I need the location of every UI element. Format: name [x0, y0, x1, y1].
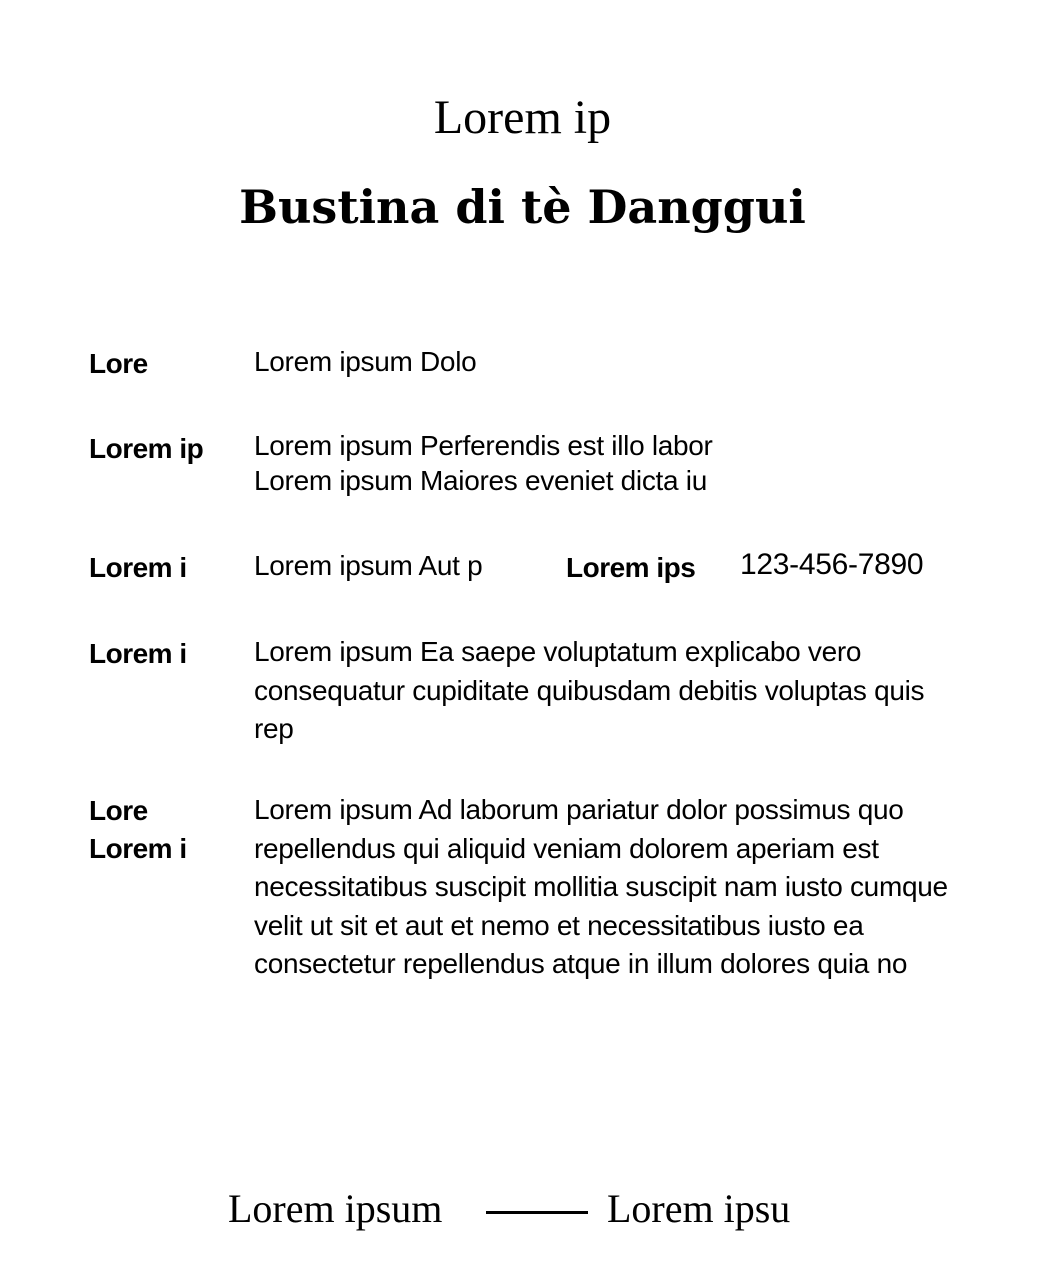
footer-left: Lorem ipsum: [228, 1186, 443, 1231]
field-label: Lorem i: [89, 552, 187, 583]
field-value: Lorem ipsum Perferendis est illo labor Lorem ipsum Maiores eveniet dicta iu: [254, 430, 713, 496]
field-value: Lorem ipsum Ad laborum pariatur dolor possimus quo repellendus qui aliquid veniam dolorem aperiam est necessitatibus suscipit mollitia suscipit nam iusto cumque velit ut sit et aut et nemo et necessitatibus iusto ea consectetur repellendus atque in illum dolores quia no: [254, 794, 948, 979]
phone-value: 123-456-7890: [740, 548, 924, 581]
field-value: Lorem ipsum Ea saepe voluptatum explicabo vero consequatur cupiditate quibusdam debitis voluptas quis rep: [254, 636, 925, 744]
phone-label: Lorem ips: [566, 552, 696, 583]
footer-right: Lorem ipsu: [607, 1186, 791, 1231]
field-value: Lorem ipsum Dolo: [254, 346, 477, 377]
field-label: Lore Lorem i: [89, 795, 187, 864]
document-title: Bustina di tè Danggui: [239, 180, 806, 234]
field-label: Lore: [89, 348, 148, 379]
footer-divider: [486, 1211, 588, 1214]
document-subtitle: Lorem ip: [433, 91, 612, 144]
field-label: Lorem ip: [89, 433, 204, 464]
field-label: Lorem i: [89, 638, 187, 669]
field-value: Lorem ipsum Aut p: [254, 550, 483, 581]
